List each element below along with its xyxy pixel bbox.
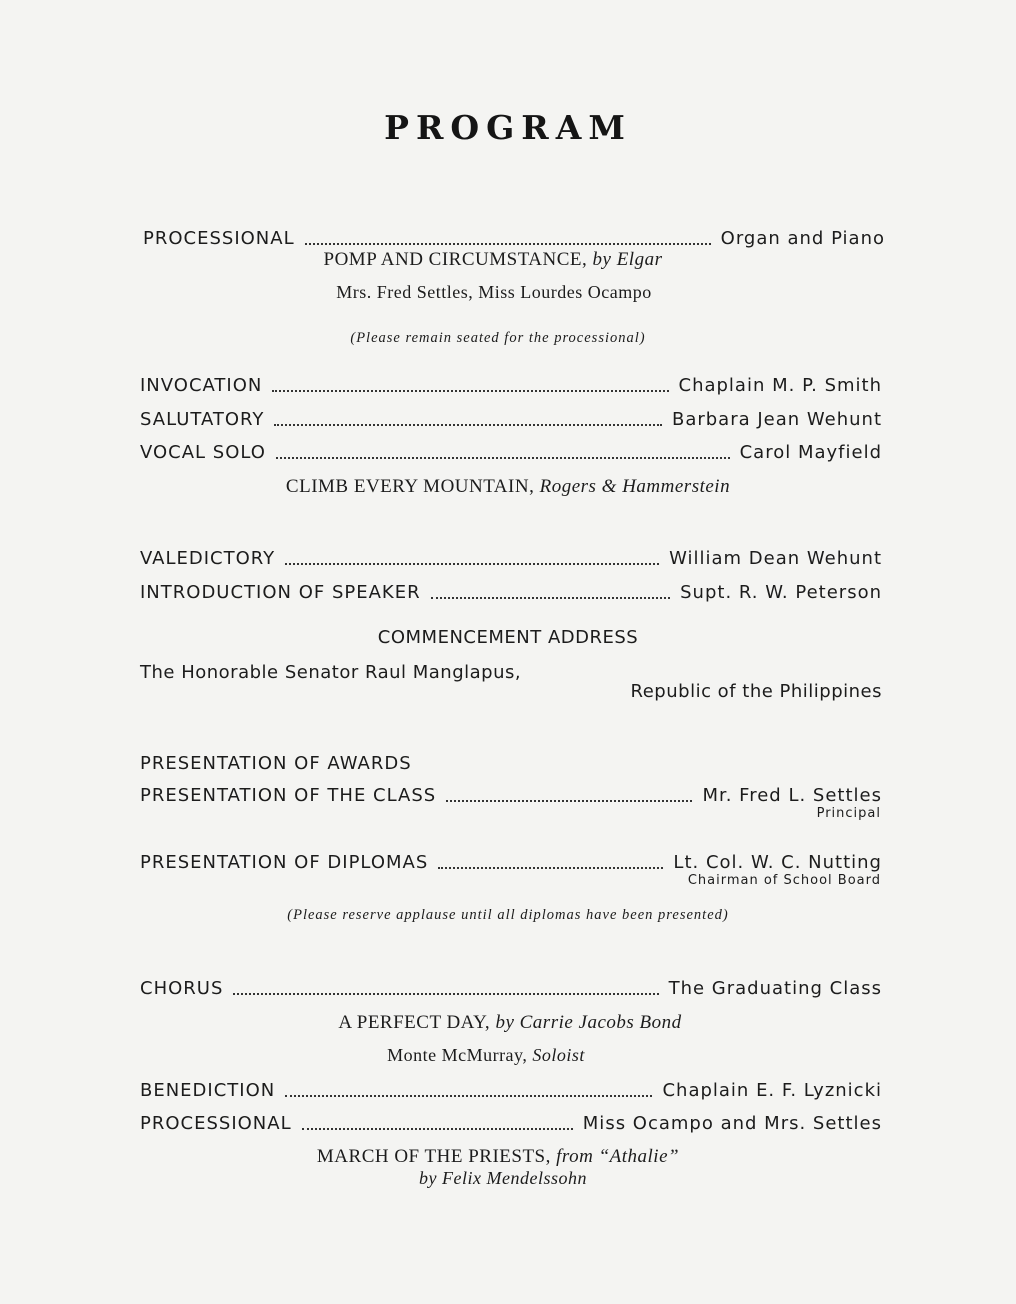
piece-composer: by Elgar: [592, 249, 663, 270]
item-label: PRESENTATION OF THE CLASS: [140, 785, 437, 806]
speaker-country: Republic of the Philippines: [630, 681, 882, 702]
item-label: BENEDICTION: [140, 1080, 276, 1101]
piece-source: from “Athalie”: [556, 1146, 680, 1167]
piece-a-perfect-day: [2, 1012, 1016, 1034]
dot-leader: [285, 561, 659, 565]
item-value: Supt. R. W. Peterson: [680, 582, 882, 603]
program-item-salutatory: [140, 409, 882, 430]
program-item-diplomas: [140, 852, 882, 873]
diplomas-note: (Please reserve applause until all diplomas have been presented): [287, 907, 729, 923]
item-value: Carol Mayfield: [739, 442, 882, 463]
program-item-recessional: [140, 1113, 882, 1134]
piece-composer: Rogers & Hammerstein: [539, 476, 731, 497]
processional-note: (Please remain seated for the processional): [350, 330, 646, 346]
dot-leader: [438, 865, 663, 869]
item-label: SALUTATORY: [140, 409, 265, 430]
item-label: INVOCATION: [140, 375, 263, 396]
page-title: PROGRAM: [384, 108, 632, 147]
dot-leader: [272, 388, 668, 392]
piece-composer: by Carrie Jacobs Bond: [495, 1012, 682, 1033]
item-value: Organ and Piano: [720, 228, 885, 249]
piece-title: MARCH OF THE PRIESTS,: [316, 1146, 551, 1167]
soloist-role: Soloist: [532, 1045, 585, 1065]
dot-leader: [446, 798, 692, 802]
item-label: VOCAL SOLO: [140, 442, 266, 463]
soloist: [0, 1045, 994, 1066]
piece-title: A PERFECT DAY,: [338, 1012, 491, 1033]
program-item-awards: PRESENTATION OF AWARDS: [140, 753, 412, 774]
item-label: PROCESSIONAL: [140, 1113, 292, 1134]
item-label: CHORUS: [140, 978, 224, 999]
piece-title: CLIMB EVERY MOUNTAIN,: [285, 476, 535, 497]
piece-composer-mendelssohn: [0, 1168, 1011, 1189]
item-value: William Dean Wehunt: [669, 548, 882, 569]
item-value: Barbara Jean Wehunt: [671, 409, 882, 430]
program-item-valedictory: [140, 548, 882, 569]
program-item-invocation: [140, 375, 882, 396]
program-item-class: [140, 785, 882, 806]
soloist-name: Monte McMurray,: [387, 1045, 528, 1065]
item-label: VALEDICTORY: [140, 548, 276, 569]
program-item-introduction: [140, 582, 882, 603]
speaker-name: The Honorable Senator Raul Manglapus,: [140, 662, 522, 683]
program-item-chorus: [140, 978, 882, 999]
program-item-vocal-solo: [140, 442, 882, 463]
item-value: The Graduating Class: [668, 978, 882, 999]
dot-leader: [233, 991, 658, 995]
piece-march-of-the-priests: [0, 1146, 1006, 1168]
item-label: PRESENTATION OF DIPLOMAS: [140, 852, 429, 873]
item-value: Lt. Col. W. C. Nutting: [673, 852, 882, 873]
role-chairman: Chairman of School Board: [687, 873, 881, 888]
role-principal: Principal: [816, 806, 881, 821]
piece-composer: by Felix Mendelssohn: [419, 1168, 587, 1188]
item-value: Chaplain E. F. Lyznicki: [662, 1080, 882, 1101]
item-label: PROCESSIONAL: [143, 228, 295, 249]
dot-leader: [431, 595, 671, 599]
piece-pomp-and-circumstance: [0, 249, 1001, 271]
dot-leader: [274, 422, 662, 426]
dot-leader: [285, 1093, 652, 1097]
program-item-benediction: [140, 1080, 882, 1101]
dot-leader: [276, 455, 730, 459]
item-value: Miss Ocampo and Mrs. Settles: [582, 1113, 882, 1134]
commencement-address-heading: COMMENCEMENT ADDRESS: [377, 627, 639, 648]
item-value: Chaplain M. P. Smith: [678, 375, 882, 396]
program-item-processional: [143, 228, 885, 249]
dot-leader: [302, 1126, 573, 1130]
item-label: INTRODUCTION OF SPEAKER: [140, 582, 421, 603]
dot-leader: [305, 241, 711, 245]
item-value: Mr. Fred L. Settles: [702, 785, 882, 806]
performers: Mrs. Fred Settles, Miss Lourdes Ocampo: [336, 282, 652, 302]
piece-climb-every-mountain: [0, 476, 1016, 498]
piece-title: POMP AND CIRCUMSTANCE,: [323, 249, 588, 270]
